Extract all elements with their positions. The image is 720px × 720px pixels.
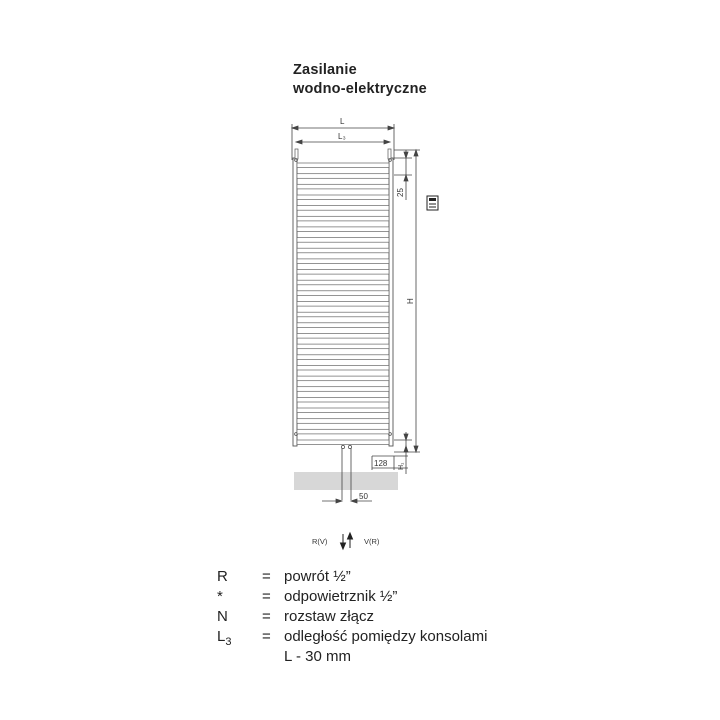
flow-arrows-icon [341,533,353,549]
bracket-top-left [295,149,298,159]
legend-equals: = [262,568,271,585]
radiator-rung [297,312,389,317]
legend-key [217,628,257,648]
radiator-rung [297,238,389,243]
dimension-128-label: 128 [374,459,388,468]
radiator-rungs [297,163,389,445]
radiator-rung [297,227,389,232]
legend-text: rozstaw złącz [284,608,375,625]
radiator-rung [297,174,389,179]
radiator-rung [297,270,389,275]
radiator-rung [297,355,389,360]
floor [294,472,398,490]
radiator-rung [297,323,389,328]
legend-text: powrót ½” [284,568,351,585]
flow-return-label: R(V) [312,537,328,546]
radiator-rung [297,408,389,413]
diagram-title-line1: Zasilanie [293,62,357,78]
radiator-rung [297,291,389,296]
pipe-supply-port [348,445,351,448]
radiator-rung [297,334,389,339]
pipe-return-port [341,445,344,448]
dimension-25-label: 25 [396,188,405,197]
radiator-rung [297,376,389,381]
radiator-rung [297,216,389,221]
radiator-rung [297,387,389,392]
dimension-H1-label: H₁ [398,462,405,470]
diagram-title-line2: wodno-elektryczne [293,81,427,97]
radiator-left-rail [293,158,297,446]
dimension-L3-label: L₃ [338,132,346,141]
radiator-rung [297,344,389,349]
bracket-top-right [388,149,391,159]
legend-key-main: L [217,628,226,645]
radiator-rung [297,280,389,285]
radiator-rung [297,302,389,307]
legend-key: * [217,588,223,605]
dimension-H-label: H [406,298,415,304]
radiator-rung [297,195,389,200]
radiator-rung [297,440,389,445]
legend-equals: = [262,628,271,645]
dimension-50-label: 50 [359,492,368,501]
dimension-L-label: L [340,117,345,126]
legend-key: N [217,608,228,625]
legend-equals: = [262,608,271,625]
radiator-rung [297,206,389,211]
legend-key-subscript: 3 [225,636,232,648]
legend-text: odpowietrznik ½” [284,588,398,605]
radiator-rung [297,365,389,370]
radiator-rung [297,397,389,402]
radiator-rung [297,163,389,168]
radiator-rung [297,248,389,253]
electric-heater-icon [427,196,438,210]
radiator-rung [297,184,389,189]
radiator-rung [297,429,389,434]
radiator-right-rail [389,158,393,446]
radiator-rung [297,259,389,264]
legend-text-continued: L - 30 mm [284,648,351,665]
flow-supply-label: V(R) [364,537,380,546]
legend-equals: = [262,588,271,605]
radiator-rung [297,419,389,424]
legend-key: R [217,568,228,585]
radiator [293,149,393,500]
legend-text: odległość pomiędzy konsolami [284,628,488,645]
